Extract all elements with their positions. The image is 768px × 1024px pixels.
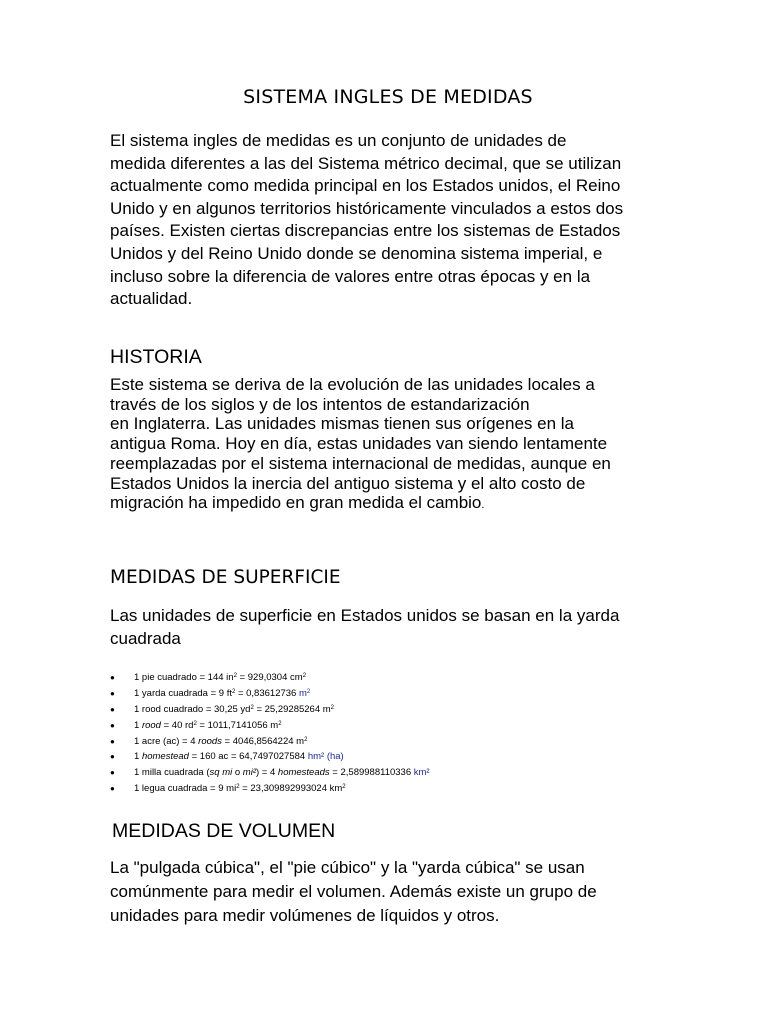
- list-item: [110, 749, 430, 765]
- list-item: [110, 686, 430, 702]
- list-item-text: 1 homestead = 160 ac = 64,7497027584 hm² (ha): [134, 751, 344, 763]
- bullet-icon: ●: [110, 783, 115, 793]
- heading-historia: HISTORIA: [110, 346, 202, 368]
- list-item: [110, 765, 430, 781]
- historia-end-period: .: [481, 499, 485, 512]
- historia-text: Este sistema se deriva de la evolución de las unidades locales a través de los siglos y de los intentos de estandarización en Inglaterra. Las unidades mismas tienen sus orígenes en la antigua Roma. Hoy en día, estas unidades van siendo lentamente reemplazadas por el sistema internacional de medidas, aunque en Estados Unidos la inercia del antiguo sistema y el alto costo de migración ha impedido en gran medida el cambio: [110, 375, 611, 513]
- volumen-paragraph: La "pulgada cúbica", el "pie cúbico" y la "yarda cúbica" se usan comúnmente para medir el volumen. Además existe un grupo de unidades para medir volúmenes de líquidos y otros.: [110, 858, 597, 925]
- list-item-text: 1 rood cuadrado = 30,25 $yd^2 = 25,29285264$ $m^2$: [134, 703, 335, 715]
- list-item-text: 1 acre (ac) = 4 roods = 4046,8564224 $m^2$: [134, 735, 308, 747]
- bullet-icon: ●: [110, 704, 115, 714]
- heading-medidas-volumen: MEDIDAS DE VOLUMEN: [112, 820, 336, 842]
- list-item: [110, 702, 430, 718]
- list-item-text: 1 yarda cuadrada = 9 $ft^2 = 0,83612736$ $m^2$: [134, 688, 311, 700]
- historia-paragraph: [110, 375, 670, 516]
- bullet-icon: ●: [110, 752, 115, 762]
- list-item: [110, 717, 430, 733]
- list-item-text: 1 legua cuadrada = 9 $mi^2 = 23,309892993024$ $km^2$: [134, 782, 346, 794]
- bullet-icon: ●: [110, 689, 115, 699]
- superficie-unit-list: [110, 670, 430, 796]
- heading-medidas-superficie: MEDIDAS DE SUPERFICIE: [110, 567, 341, 588]
- bullet-icon: ●: [110, 720, 115, 730]
- list-item: [110, 781, 430, 797]
- bullet-icon: ●: [110, 736, 115, 746]
- list-item: [110, 733, 430, 749]
- list-item-text: 1 milla cuadrada (sq mi o mi²) = 4 homesteads = 2,589988110336 km²: [134, 767, 430, 779]
- bullet-icon: ●: [110, 768, 115, 778]
- list-item: [110, 670, 430, 686]
- list-item-text: 1 rood = 40 $rd^2 = 1011,7141056$ $m^2$: [134, 719, 282, 731]
- intro-paragraph: El sistema ingles de medidas es un conjunto de unidades de medida diferentes a las del Sistema métrico decimal, que se utilizan actualmente como medida principal en los Estados unidos, el Reino Unido y en algunos territorios históricamente vinculados a estos dos países. Existen ciertas discrepancias entre los sistemas de Estados Unidos y del Reino Unido donde se denomina sistema imperial, e incluso sobre la diferencia de valores entre otras épocas y en la actualidad.: [110, 131, 624, 309]
- bullet-icon: ●: [110, 673, 115, 683]
- superficie-paragraph: Las unidades de superficie en Estados unidos se basan en la yarda cuadrada: [110, 606, 620, 648]
- document-title: SISTEMA INGLES DE MEDIDAS: [243, 86, 533, 108]
- list-item-text: 1 pie cuadrado = 144 $in^2 = 929,0304$ $cm^2$: [134, 672, 307, 684]
